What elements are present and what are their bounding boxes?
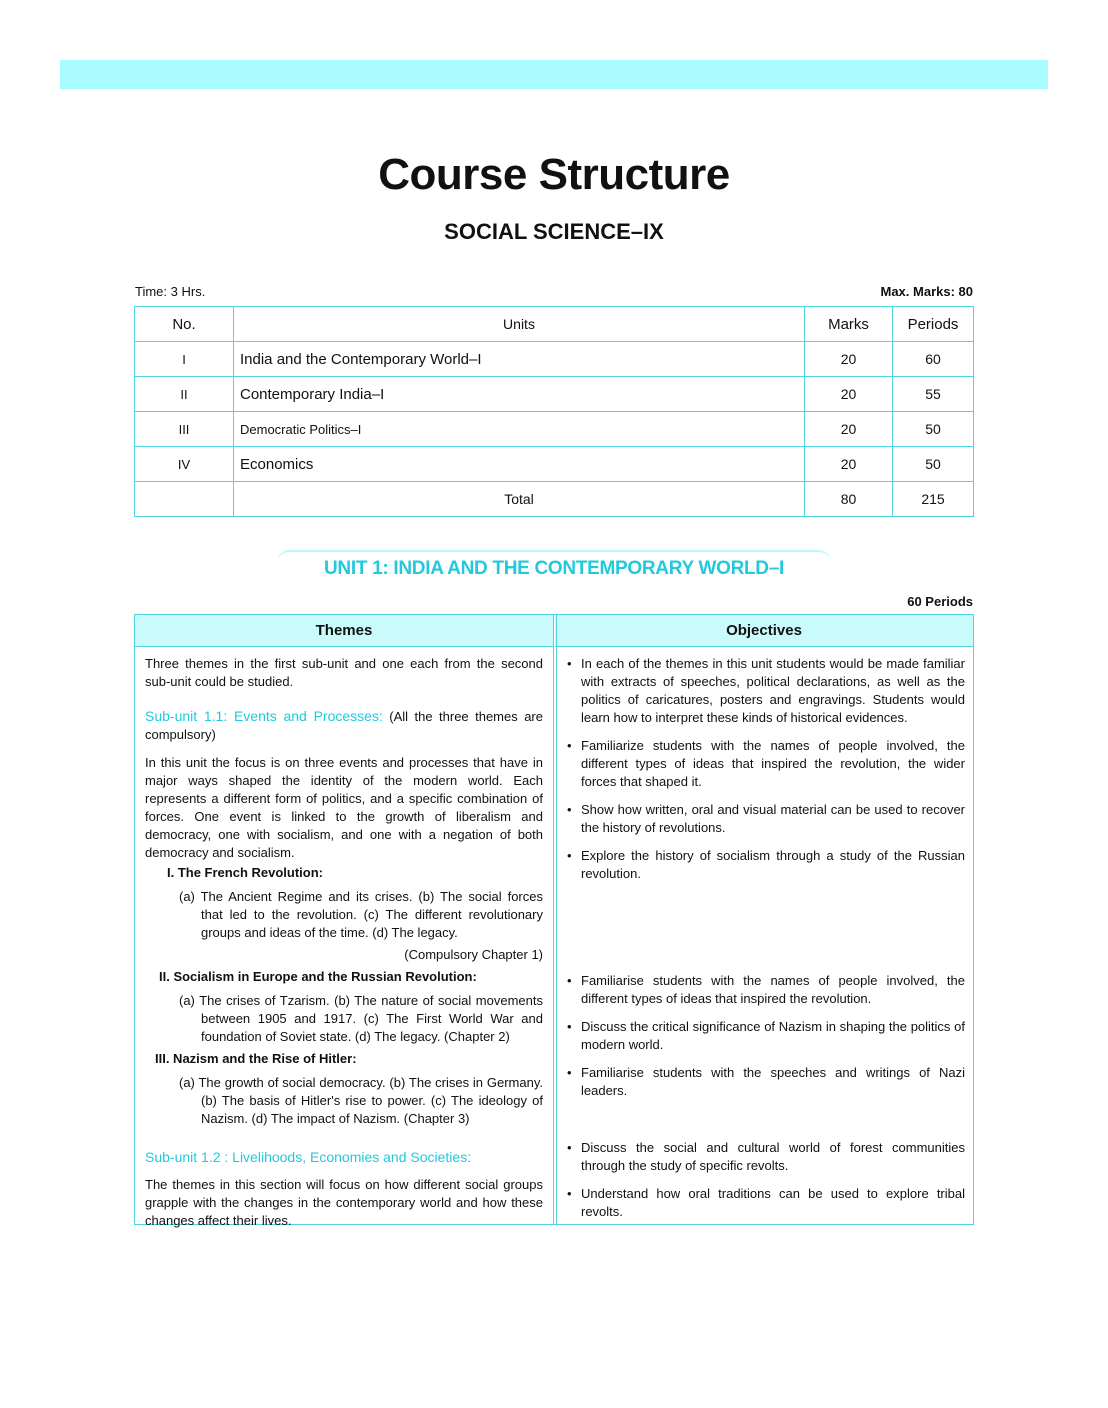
total-periods: 215 (893, 482, 974, 517)
max-marks-label: Max. Marks: 80 (880, 284, 973, 299)
row-marks: 20 (805, 377, 893, 412)
themes-intro: Three themes in the first sub-unit and one each from the second sub-unit could be studied. (145, 656, 543, 689)
theme-nazism-body: (a) The growth of social democracy. (b) The crises in Germany. (b) The basis of Hitler's rise to power. (c) The ideology of Nazism. (d) The impact of Nazism. (Chapter 3) (179, 1075, 543, 1126)
list-item: • Familiarise students with the names of people involved, the different types of ideas that inspired the revolution. (567, 972, 965, 1008)
row-periods: 55 (893, 377, 974, 412)
row-unit: Democratic Politics–I (234, 412, 805, 447)
sub-unit-1-1 (145, 707, 543, 744)
list-item: • Show how written, oral and visual material can be used to recover the history of revolutions. (567, 801, 965, 837)
list-item: • Understand how oral traditions can be used to explore tribal revolts. (567, 1185, 965, 1221)
page-title: Course Structure (378, 150, 730, 199)
total-label: Total (234, 482, 805, 517)
header-marks: Marks (805, 307, 893, 342)
theme-french-revolution-chapter: (Compulsory Chapter 1) (404, 947, 543, 962)
list-item: • In each of the themes in this unit students would be made familiar with extracts of speeches, political declarations, as well as the politics of caricatures, posters and engravings. Students would learn how to interpret these kinds of historical evidences. (567, 655, 965, 727)
objectives-group-2 (567, 972, 965, 1110)
row-no: I (135, 342, 234, 377)
row-periods: 60 (893, 342, 974, 377)
theme-french-revolution-body: (a) The Ancient Regime and its crises. (b) The social forces that led to the revolution. (c) The different revolutionary groups and ideas of the time. (d) The legacy. (179, 889, 543, 940)
column-divider (553, 615, 554, 1224)
row-unit: Contemporary India–I (234, 377, 805, 412)
theme-socialism-body: (a) The crises of Tzarism. (b) The nature of social movements between 1905 and 1917. (c) The First World War and foundation of Soviet state. (d) The legacy. (Chapter 2) (179, 993, 543, 1044)
page-subtitle: SOCIAL SCIENCE–IX (444, 219, 664, 244)
row-marks: 20 (805, 412, 893, 447)
unit-heading-text: UNIT 1: INDIA AND THE CONTEMPORARY WORLD–I (324, 558, 784, 579)
row-marks: 20 (805, 447, 893, 482)
header-periods: Periods (893, 307, 974, 342)
unit-periods: 60 Periods (907, 594, 973, 609)
sub-unit-1-2-title: Sub-unit 1.2 : Livelihoods, Economies and Societies: (145, 1149, 472, 1165)
sub-unit-1-1-title: Sub-unit 1.1: Events and Processes: (145, 708, 383, 724)
list-item: • Discuss the critical significance of Nazism in shaping the politics of modern world. (567, 1018, 965, 1054)
time-label: Time: 3 Hrs. (135, 284, 206, 299)
column-divider (556, 615, 557, 1224)
header-units: Units (234, 307, 805, 342)
themes-header: Themes (135, 615, 553, 647)
sub-unit-1-1-note: (All the three themes are compulsory) (145, 709, 543, 742)
list-item: • Familiarize students with the names of people involved, the different types of ideas that inspired the revolution, the wider forces that shaped it. (567, 737, 965, 791)
units-table (134, 306, 974, 517)
row-no: IV (135, 447, 234, 482)
theme-french-revolution: I. The French Revolution: (167, 865, 324, 880)
row-marks: 20 (805, 342, 893, 377)
themes-objectives-table (134, 614, 974, 1228)
themes-column (145, 655, 543, 1240)
table-row (135, 342, 974, 377)
table-row (135, 377, 974, 412)
objectives-group-1 (567, 655, 965, 893)
units-table-header (135, 307, 974, 342)
row-periods: 50 (893, 412, 974, 447)
top-color-band (60, 60, 1048, 89)
objectives-header: Objectives (555, 615, 973, 647)
list-item: • Explore the history of socialism through a study of the Russian revolution. (567, 847, 965, 883)
sub-unit-1-1-description: In this unit the focus is on three events and processes that have in major ways shaped the identity of the modern world. Each represents a different form of politics, and a specific combination of forces. One event is linked to the growth of liberalism and democracy, one with socialism, and one with a negation of both democracy and socialism. (145, 755, 543, 860)
list-item: • Familiarise students with the speeches and writings of Nazi leaders. (567, 1064, 965, 1100)
unit-heading (276, 550, 832, 586)
header-no: No. (135, 307, 234, 342)
table-row (135, 447, 974, 482)
total-row (135, 482, 974, 517)
row-unit: India and the Contemporary World–I (234, 342, 805, 377)
objectives-group-3 (567, 1139, 965, 1231)
sub-unit-1-2-description: The themes in this section will focus on how different social groups grapple with the changes in the contemporary world and how these changes affect their lives. (145, 1177, 543, 1228)
total-marks: 80 (805, 482, 893, 517)
row-no: III (135, 412, 234, 447)
total-blank-cell (135, 482, 234, 517)
theme-socialism: II. Socialism in Europe and the Russian Revolution: (159, 969, 477, 984)
table-row (135, 412, 974, 447)
row-no: II (135, 377, 234, 412)
theme-nazism: III. Nazism and the Rise of Hitler: (155, 1051, 357, 1066)
row-periods: 50 (893, 447, 974, 482)
row-unit: Economics (234, 447, 805, 482)
list-item: • Discuss the social and cultural world of forest communities through the study of specific revolts. (567, 1139, 965, 1175)
